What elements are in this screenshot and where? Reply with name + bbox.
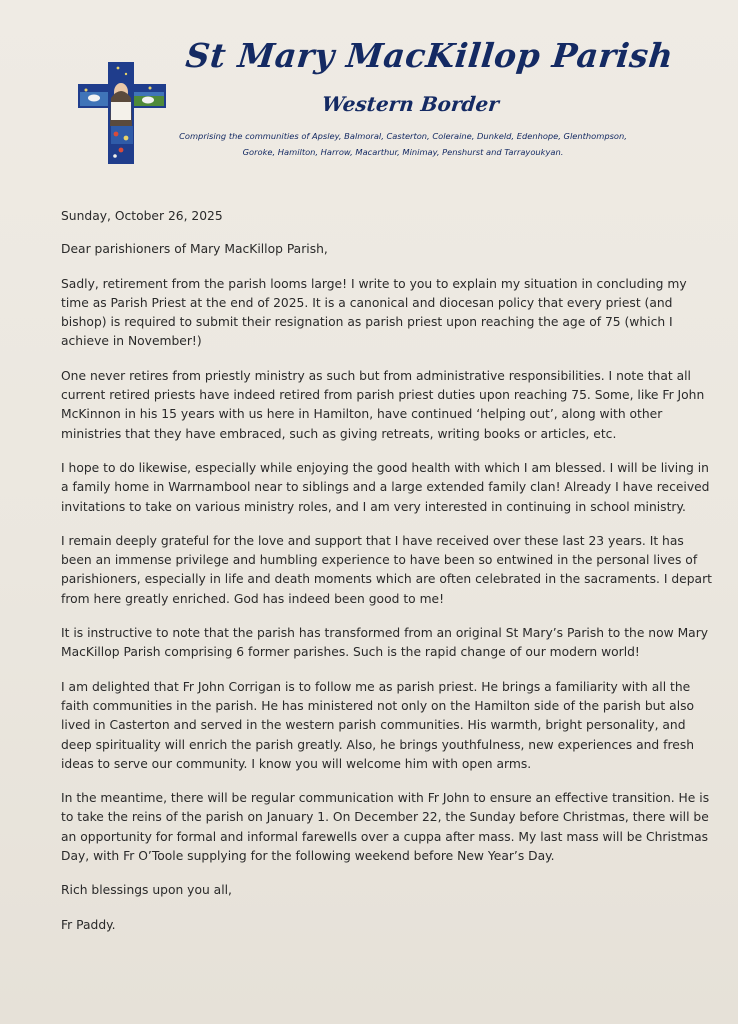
letter-paragraph: I hope to do likewise, especially while enjoying the good health with which I am blessed. I will be living in a family home in Warrnambool near to siblings and a large extended family clan! Already I have received invitations to take on various ministry roles, and I am very interested in continuing in school ministry. — [61, 460, 710, 514]
letter-greeting: Dear parishioners of Mary MacKillop Parish, — [61, 242, 328, 257]
letter-paragraph: In the meantime, there will be regular communication with Fr John to ensure an effective transition. He is to take the reins of the parish on January 1. On December 22, the Sunday before Christmas, there will be an opportunity for formal and informal farewells over a cuppa after mass. My last mass will be Christmas Day, with Fr O’Toole supplying for the following weekend before New Year’s Day. — [61, 791, 710, 864]
letter-body — [61, 207, 713, 950]
parish-communities: Comprising the communities of Apsley, Balmoral, Casterton, Coleraine, Dunkeld, Edenhope, Glenthompson, Goroke, Hamilton, Harrow, Macarthur, Minimay, Penshurst and Tarrayoukyan. — [179, 131, 627, 157]
letter-paragraph: Sadly, retirement from the parish looms large! I write to you to explain my situation in concluding my time as Parish Priest at the end of 2025. It is a canonical and diocesan policy that every priest (and bishop) is required to submit their resignation as parish priest upon reaching the age of 75 (which I achieve in November!) — [61, 276, 687, 349]
letter-paragraph: I am delighted that Fr John Corrigan is to follow me as parish priest. He brings a familiarity with all the faith communities in the parish. He has ministered not only on the Hamilton side of the parish but also lived in Casterton and served in the western parish communities. His warmth, bright personality, and deep spirituality will enrich the parish greatly. Also, he brings youthfulness, new experiences and fresh ideas to serve our community. I know you will welcome him with open arms. — [61, 679, 695, 771]
letter-date: Sunday, October 26, 2025 — [61, 209, 223, 223]
cross-logo-icon — [78, 62, 166, 164]
parish-title: St Mary MacKillop Parish — [183, 36, 676, 75]
letter-paragraph: One never retires from priestly ministry as such but from administrative responsibilities. I note that all current retired priests have indeed retired from parish priest duties upon reaching 75. Some, like Fr John McKinnon in his 15 years with us here in Hamilton, have continued ‘helping out’, along with other ministries that they have embraced, such as giving retreats, writing books or articles, etc. — [61, 368, 705, 441]
letter-paragraph: It is instructive to note that the parish has transformed from an original St Mary’s Parish to the now Mary MacKillop Parish comprising 6 former parishes. Such is the rapid change of our modern world! — [61, 626, 709, 660]
letter-signature: Fr Paddy. — [61, 917, 116, 932]
letter-closing: Rich blessings upon you all, — [61, 883, 232, 898]
letter-paragraph: I remain deeply grateful for the love and support that I have received over these last 23 years. It has been an immense privilege and humbling experience to have been so entwined in the personal lives of parishioners, especially in life and death moments which are often celebrated in the sacraments. I depart from here greatly enriched. God has indeed been good to me! — [61, 533, 712, 606]
parish-subtitle: Western Border — [320, 92, 501, 116]
